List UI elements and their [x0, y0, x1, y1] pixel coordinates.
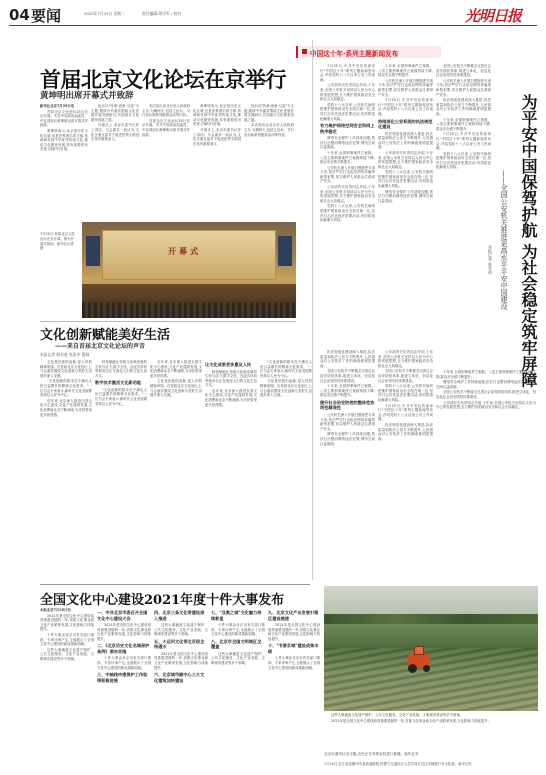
top10-paragraph: 2021年是全国文化中心建设取得重要进展的一年,首都文化事业和文化产业繁荣发展,文化影响力持续提升。	[97, 623, 151, 641]
top10-headline: 全国文化中心建设2021年度十件大事发布	[40, 593, 285, 608]
series-column-3	[436, 64, 491, 364]
series-paragraph: 全国公安机关不断健全完善社会治安防控体系,推进立体化、信息化社会治安防控体系建设。	[436, 64, 491, 78]
feature-paragraph: 文化是民族的血脉,是人民的精神家园。在首届北京文化论坛上,与会嘉宾围绕文化创新与美好生活展开深入交流。	[150, 379, 202, 398]
lead-paragraph: 开幕式上,北京市委书记作了讲话。与会嘉宾一致认为,文化交流互鉴对于促进世界文明进步具有重要意义。	[193, 127, 241, 146]
feature-byline: 本报记者 韩业庭 张景华 董城	[40, 352, 90, 357]
series-paragraph: 网络安全保护工作持续加强,依法打击整治网络违法犯罪,网络空间日益清朗。	[436, 380, 536, 389]
series-paragraph: 十年来,全国刑事案件立案数、八类主要刑事案件立案数持续下降,群众安全感不断提升。	[436, 370, 536, 379]
top10-paragraph: 2021年是全国文化中心建设取得重要进展的一年,首都文化事业和文化产业繁荣发展,文化影响力持续提升。	[154, 651, 208, 670]
forum-stage-photo	[82, 222, 296, 318]
stage-screen-left	[86, 236, 100, 266]
lead-paragraph: 黄坤明表示,北京是历史文化名城,也是世界著名的古都,传承和发扬中华优秀传统文化,推动文化繁荣发展,具有重要的历史意义和时代价值。	[40, 128, 88, 152]
lead-headline: 首届北京文化论坛在京举行	[40, 67, 286, 92]
feature-paragraph: 近年来,北京深入推进全国文化中心建设,文化产业蓬勃发展,文化消费新业态不断涌现,为市民带来更多获得感。	[150, 360, 202, 378]
stage-screen-right	[278, 236, 292, 266]
series-paragraph: 公安部有关负责同志介绍,十年来,全国公安机关坚持以人民为中心的发展思想,全力维护国家政治安全和社会大局稳定。	[436, 400, 536, 410]
top10-paragraph: 十件大事由北京市有关部门推荐、专家评审产生,全面展示了全国文化中心建设的新成果新面貌。	[97, 656, 151, 670]
series-column-6	[436, 370, 536, 580]
series-paragraph: 公安部有关负责同志介绍,十年来,全国公安机关坚持以人民为中心的发展思想,全力维护国家政治安全和社会大局稳定。	[378, 350, 433, 368]
series-photo-caption: 7月25日,在江西省赣州市某高速路段,民警与交通执法人员共同对过往车辆进行安全检查。新华社发	[324, 762, 472, 766]
feature-paragraph: 科技赋能让传统文化焕发新的生机与活力,数字文化、沉浸式体验等新形态正在改变人们的文化生活方式。	[95, 360, 147, 378]
series-paragraph: 全国公安机关不断健全完善社会治安防控体系,推进立体化、信息化社会治安防控体系建设。	[320, 369, 375, 383]
series-paragraph: 党的十八大以来,公安机关始终把维护国家政治安全放在第一位,坚决打击各类违法犯罪活动,有效防范化解重大风险。	[436, 151, 491, 170]
top10-item: 二、《北京历史文化名城保护条例》颁布实施	[97, 643, 150, 654]
tractor-wheel	[408, 664, 417, 673]
audience-row	[82, 302, 296, 318]
lead-photo-caption: 7月25日,首届北京文化论坛在京开幕。图为开幕式现场。新华社记者 摄	[40, 232, 75, 251]
section-name: 要闻	[31, 7, 62, 25]
top10-paragraph: 2021年是全国文化中心建设取得重要进展的一年,首都文化事业和文化产业繁荣发展,文化影响力持续提升。	[40, 613, 94, 632]
field-rows	[324, 648, 538, 711]
feature-paragraph: 科技赋能让传统文化焕发新的生机与活力,数字文化、沉浸式体验等新形态正在改变人们的文化生活方式。	[205, 369, 257, 388]
series-vertical-headline: 为平安中国保驾护航 为社会稳定筑牢屏障	[519, 94, 538, 388]
farm-photo-caption: 北京市通州区宋庄镇,农民正在驾驶农机进行夏播。新华社发	[324, 752, 419, 756]
feature-paragraph: 文化是民族的血脉,是人民的精神家园。在首届北京文化论坛上,与会嘉宾围绕文化创新与美好生活展开深入交流。	[260, 379, 312, 398]
series-paragraph: 网络安全保护工作持续加强,依法打击整治网络违法犯罪,网络空间日益清朗。	[320, 136, 375, 150]
page-number: 04	[9, 6, 30, 24]
series-banner	[296, 46, 441, 58]
lead-paragraph: 本次论坛由北京市人民政府主办,为期两天,包括主论坛、平行论坛和系列配套活动等内容。	[244, 123, 294, 137]
top10-paragraph: 2021年是全国文化中心建设取得重要进展的一年,首都文化事业和文化产业繁荣发展,文化影响力持续提升。	[331, 718, 491, 723]
series-paragraph: 党的十八大以来,公安机关始终把维护国家政治安全放在第一位,坚决打击各类违法犯罪活动,有效防范化解重大风险。	[378, 170, 433, 189]
feature-headline: 文化创新赋能美好生活	[40, 328, 171, 343]
top10-paragraph: 这些大事涵盖文化遗产保护、公共文化服务、文化产业发展、文明城市建设等多个领域。	[211, 651, 265, 665]
top10-column-5	[268, 608, 320, 766]
top10-item: 八、北京市全国文明城区全覆盖	[211, 638, 262, 650]
series-paragraph: 执法规范化建设深入推进,执法质量和执法公信力不断提升,人民群众对公安执法工作的满意度明显提高。	[436, 98, 491, 116]
top10-column-1	[40, 608, 94, 766]
series-paragraph: 全国公安机关不断健全完善社会治安防控体系,推进立体化、信息化社会治安防控体系建设。	[378, 369, 433, 383]
tractor-cab	[414, 646, 424, 655]
series-banner-bullet	[302, 49, 307, 54]
farmland-photo	[324, 586, 538, 711]
series-column-4	[320, 350, 375, 580]
series-paragraph: 7月25日,中共中央宣传部举行"中国这十年"系列主题新闻发布会,介绍党的十八大以来公安工作成就。	[378, 403, 433, 422]
feature-column-1	[40, 360, 92, 520]
feature-column-2	[95, 360, 147, 520]
lead-paragraph: 论坛以"传承·创新·互鉴"为主题,邀请中外嘉宾围绕文化发展开展交流研讨,共同探讨文化繁荣发展之道。	[244, 104, 294, 122]
series-paragraph: 党的十八大以来,公安机关始终把维护国家政治安全放在第一位,坚决打击各类违法犯罪活动,有效防范化解重大风险。	[378, 384, 433, 402]
masthead-divider	[9, 25, 537, 26]
feature-section-heading: 让文化成果更多惠及人民	[205, 362, 252, 367]
series-paragraph: 十年来,全国刑事案件立案数、八类主要刑事案件立案数持续下降,群众安全感不断提升。	[320, 384, 375, 398]
feature-column-3	[150, 360, 202, 520]
top10-paragraph: 这些大事涵盖文化遗产保护、公共文化服务、文化产业发展、文明城市建设等多个领域。	[331, 713, 464, 717]
series-section-heading: 有力维护网络空间安全和网上秩序稳定	[320, 123, 375, 134]
top10-item: 十、"书香京城"建设成果丰硕	[268, 643, 319, 654]
series-paragraph: 十年来,全国刑事案件立案数、八类主要刑事案件立案数持续下降,群众安全感不断提升。	[378, 64, 433, 78]
top10-column-3	[154, 608, 208, 766]
top10-paragraph: 2021年是全国文化中心建设取得重要进展的一年,首都文化事业和文化产业繁荣发展,文化影响力持续提升。	[268, 623, 320, 641]
column-divider	[312, 40, 313, 580]
top10-paragraph: 十件大事由北京市有关部门推荐、专家评审产生,全面展示了全国文化中心建设的新成果新面貌。	[268, 656, 320, 670]
top10-item: 四、北京三条文化带建设深入推进	[154, 610, 205, 621]
series-paragraph: 全国公安机关不断健全完善社会治安防控体系,推进立体化、信息化社会治安防控体系建设。	[436, 390, 536, 399]
series-paragraph: 7月25日,中共中央宣传部举行"中国这十年"系列主题新闻发布会,介绍党的十八大以来公安工作成就。	[436, 132, 491, 151]
series-section-heading: 持续深化公安系统的执法规范化建设	[378, 118, 433, 130]
lead-paragraph: 论坛以"传承·创新·互鉴"为主题,邀请中外嘉宾围绕文化发展开展交流研讨,共同探讨文化繁荣发展之道。	[91, 104, 139, 122]
top10-item: 七、"双奥之城"文化魅力持续彰显	[211, 610, 262, 621]
top10-column-6	[324, 713, 538, 749]
feature-subheadline: ——来自首届北京文化论坛的声音	[55, 343, 146, 350]
series-paragraph: 执法规范化建设深入推进,执法质量和执法公信力不断提升,人民群众对公安执法工作的满意度明显提高。	[320, 350, 375, 368]
series-vertical-subheadline: ——全国公安机关推进更高水平平安中国建设	[500, 170, 508, 310]
series-paragraph: 公安部有关负责同志介绍,十年来,全国公安机关坚持以人民为中心的发展思想,全力维护国家政治安全和社会大局稳定。	[320, 83, 375, 102]
series-paragraph: 公安部有关负责同志介绍,十年来,全国公安机关坚持以人民为中心的发展思想,全力维护国家政治安全和社会大局稳定。	[320, 185, 375, 203]
newspaper-logo: 光明日报	[465, 7, 522, 25]
series-section-heading: 提升社会治安防控的整体性协同性精准性	[320, 399, 375, 411]
series-paragraph: 执法规范化建设深入推进,执法质量和执法公信力不断提升,人民群众对公安执法工作的满意度明显提高。	[378, 422, 433, 441]
feature-paragraph: "文化创新的根本在于满足人民日益增长的精神文化需求。"一位与会专家表示,新时代文化发展要坚持以人民为中心。	[260, 360, 312, 378]
series-paragraph: 7月25日,中共中央宣传部举行"中国这十年"系列主题新闻发布会,介绍党的十八大以来公安工作成就。	[320, 64, 375, 82]
top10-item: 三、中轴线申遗保护工作取得积极进展	[97, 672, 148, 683]
feature-column-5	[260, 360, 312, 520]
series-column-1	[320, 64, 375, 344]
series-paragraph: 十年来,全国刑事案件立案数、八类主要刑事案件立案数持续下降,群众安全感不断提升。	[436, 117, 491, 131]
top10-column-2	[97, 608, 151, 766]
feature-paragraph: "文化创新的根本在于满足人民日益增长的精神文化需求。"一位与会专家表示,新时代文化发展要坚持以人民为中心。	[40, 379, 92, 398]
top10-paragraph: 这些大事涵盖文化遗产保护、公共文化服务、文化产业发展、文明城市建设等多个领域。	[154, 623, 208, 637]
series-paragraph: 党的十八大以来,公安机关始终把维护国家政治安全放在第一位,坚决打击各类违法犯罪活动,有效防范化解重大风险。	[320, 102, 375, 121]
lead-subheadline: 黄坤明出席开幕式并致辞	[40, 91, 134, 101]
feature-paragraph: "文化创新的根本在于满足人民日益增长的精神文化需求。"一位与会专家表示,新时代文化发展要坚持以人民为中心。	[95, 387, 147, 406]
feature-paragraph: 近年来,北京深入推进全国文化中心建设,文化产业蓬勃发展,文化消费新业态不断涌现,为市民带来更多获得感。	[205, 388, 257, 407]
lead-paragraph: 黄坤明表示,北京是历史文化名城,也是世界著名的古都,传承和发扬中华优秀传统文化,推动文化繁荣发展,具有重要的历史意义和时代价值。	[193, 104, 241, 127]
top10-item: 一、中共北京市委召开全国文化中心建设大会	[97, 610, 148, 621]
series-paragraph: 党的十八大以来,公安机关始终把维护国家政治安全放在第一位,坚决打击各类违法犯罪活动,有效防范化解重大风险。	[320, 204, 375, 223]
series-paragraph: 公安机关深入开展扫黑除恶专项斗争,依法严厉打击电信网络诈骗等新型犯罪,切实维护人民群众生命财产安全。	[320, 412, 375, 431]
series-column-5	[378, 350, 433, 580]
tractor-wheel	[423, 665, 430, 672]
feature-column-4	[205, 360, 257, 520]
lead-paragraph: 开幕式上,北京市委书记作了讲话。与会嘉宾一致认为,文化交流互鉴对于促进世界文明进步具有重要意义。	[91, 123, 139, 142]
top10-paragraph: 十件大事由北京市有关部门推荐、专家评审产生,全面展示了全国文化中心建设的新成果新面貌。	[40, 632, 94, 647]
series-paragraph: 网络安全保护工作持续加强,依法打击整治网络违法犯罪,网络空间日益清朗。	[378, 189, 433, 203]
top10-item: 六、北京城市副中心三大文化建筑加快建设	[154, 672, 205, 683]
top10-column-4	[211, 608, 265, 766]
lead-byline: 新华社北京7月25日电	[40, 104, 75, 108]
lead-bottom-divider	[40, 321, 296, 322]
date-line: 2022年7月25日 星期二	[84, 11, 125, 16]
top10-item: 五、大运河文化带北京段全线通水	[154, 638, 205, 650]
series-paragraph: 公安机关深入开展扫黑除恶专项斗争,依法严厉打击电信网络诈骗等新型犯罪,切实维护人民群众生命财产安全。	[378, 78, 433, 97]
series-banner-text: 中国这十年·系列主题新闻发布	[310, 49, 399, 58]
feature-paragraph: 文化是民族的血脉,是人民的精神家园。在首届北京文化论坛上,与会嘉宾围绕文化创新与美好生活展开深入交流。	[40, 360, 92, 378]
top10-paragraph: 十件大事由北京市有关部门推荐、专家评审产生,全面展示了全国文化中心建设的新成果新面貌。	[211, 623, 265, 637]
top10-byline: 本报北京7月25日电	[40, 608, 71, 612]
lead-paragraph: 首届北京文化论坛25日在京开幕。中共中央政治局委员、中宣部部长黄坤明出席开幕式并致辞。	[40, 109, 88, 128]
series-paragraph: 7月25日,中共中央宣传部举行"中国这十年"系列主题新闻发布会,介绍党的十八大以来公安工作成就。	[378, 98, 433, 116]
feature-section-heading: 数字技术激活文化新动能	[95, 380, 142, 386]
lead-paragraph: 首届北京文化论坛25日在京开幕。中共中央政治局委员、中宣部部长黄坤明出席开幕式并致辞。	[142, 118, 190, 137]
series-paragraph: 公安机关深入开展扫黑除恶专项斗争,依法严厉打击电信网络诈骗等新型犯罪,切实维护人民群众生命财产安全。	[320, 165, 375, 184]
series-byline: 本报记者 陈孝明	[488, 245, 493, 275]
top10-paragraph: 这些大事涵盖文化遗产保护、公共文化服务、文化产业发展、文明城市建设等多个领域。	[40, 647, 94, 661]
series-paragraph: 十年来,全国刑事案件立案数、八类主要刑事案件立案数持续下降,群众安全感不断提升。	[320, 150, 375, 165]
stage-banner-text: 开幕式	[168, 246, 201, 256]
series-paragraph: 公安部有关负责同志介绍,十年来,全国公安机关坚持以人民为中心的发展思想,全力维护国家政治安全和社会大局稳定。	[378, 150, 433, 169]
lead-paragraph: 本次论坛由北京市人民政府主办,为期两天,包括主论坛、平行论坛和系列配套活动等内容。	[142, 104, 190, 118]
top10-item: 九、北京文化产业发展引领区建设提速	[268, 610, 319, 621]
editor-line: 责任编辑:胡学军 / 校对	[142, 11, 182, 16]
treeline	[324, 614, 538, 624]
top10-divider	[40, 584, 310, 585]
series-paragraph: 网络安全保护工作持续加强,依法打击整治网络违法犯罪,网络空间日益清朗。	[320, 432, 375, 446]
series-paragraph: 公安机关深入开展扫黑除恶专项斗争,依法严厉打击电信网络诈骗等新型犯罪,切实维护人民群众生命财产安全。	[436, 78, 491, 97]
series-column-2	[378, 64, 433, 344]
feature-paragraph: 近年来,北京深入推进全国文化中心建设,文化产业蓬勃发展,文化消费新业态不断涌现,为市民带来更多获得感。	[40, 398, 92, 417]
series-paragraph: 执法规范化建设深入推进,执法质量和执法公信力不断提升,人民群众对公安执法工作的满意度明显提高。	[378, 131, 433, 150]
